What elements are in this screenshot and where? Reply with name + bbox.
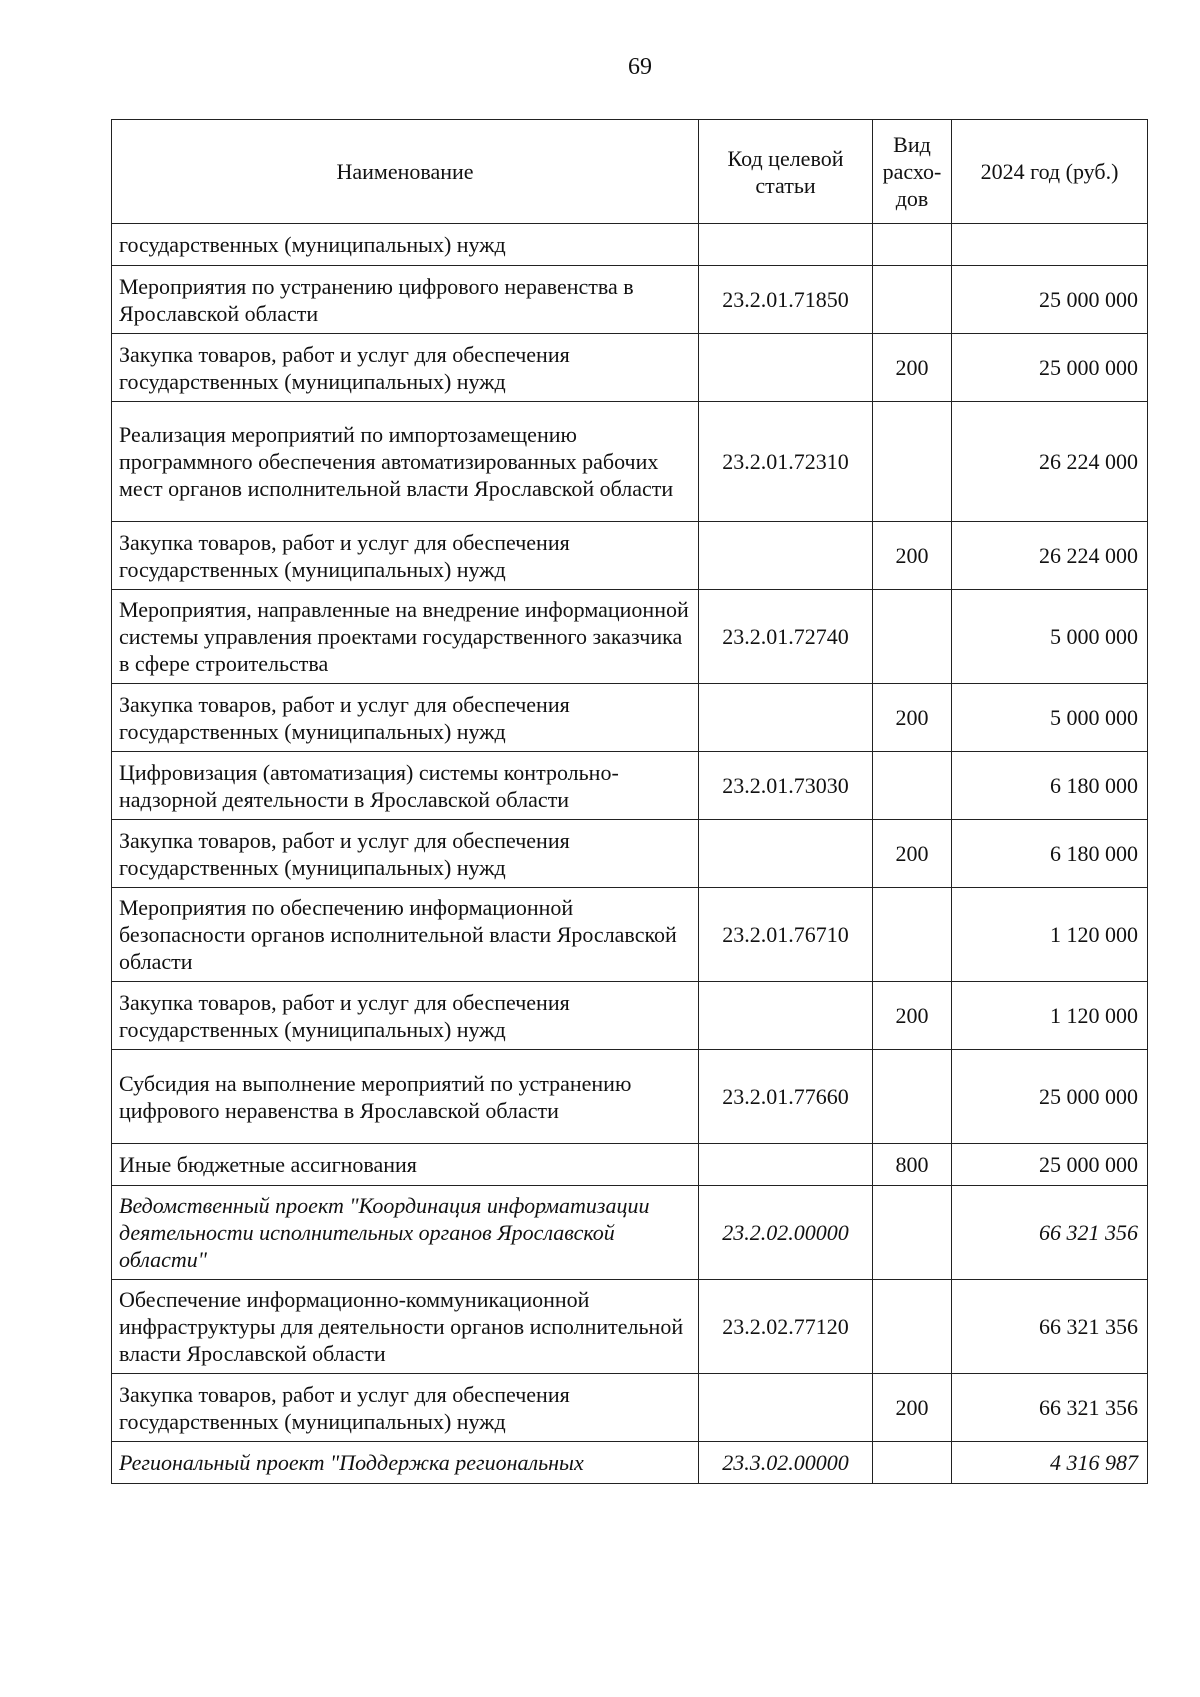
cell-code: 23.2.01.77660 [699,1050,873,1144]
cell-code [699,820,873,888]
cell-name: Закупка товаров, работ и услуг для обеспечения государственных (муниципальных) нужд [112,334,699,402]
cell-name: государственных (муниципальных) нужд [112,224,699,266]
table-row [112,1050,1148,1144]
cell-code [699,224,873,266]
cell-kind [873,752,952,820]
table-row [112,590,1148,684]
cell-sum: 5 000 000 [952,590,1148,684]
cell-sum: 26 224 000 [952,402,1148,522]
cell-kind: 200 [873,1374,952,1442]
cell-kind [873,266,952,334]
cell-code: 23.3.02.00000 [699,1442,873,1484]
cell-sum: 66 321 356 [952,1186,1148,1280]
header-name: Наименование [112,120,699,224]
cell-kind: 200 [873,522,952,590]
table-row [112,1280,1148,1374]
cell-kind [873,402,952,522]
table-row [112,820,1148,888]
cell-code: 23.2.01.73030 [699,752,873,820]
cell-kind: 200 [873,820,952,888]
cell-code: 23.2.02.00000 [699,1186,873,1280]
cell-name: Обеспечение информационно-коммуникационной инфраструктуры для деятельности органов исполнительной власти Ярославской области [112,1280,699,1374]
cell-sum: 25 000 000 [952,1144,1148,1186]
cell-sum: 25 000 000 [952,334,1148,402]
cell-kind: 200 [873,334,952,402]
cell-sum: 25 000 000 [952,266,1148,334]
cell-name: Ведомственный проект "Координация информатизации деятельности исполнительных органов Ярославской области" [112,1186,699,1280]
cell-code: 23.2.01.72310 [699,402,873,522]
cell-kind: 800 [873,1144,952,1186]
cell-sum: 26 224 000 [952,522,1148,590]
table-row [112,982,1148,1050]
header-sum: 2024 год (руб.) [952,120,1148,224]
cell-sum: 4 316 987 [952,1442,1148,1484]
cell-sum: 25 000 000 [952,1050,1148,1144]
cell-kind: 200 [873,684,952,752]
cell-code [699,1374,873,1442]
cell-sum: 5 000 000 [952,684,1148,752]
budget-table [111,119,1148,1484]
cell-kind [873,1442,952,1484]
cell-name: Закупка товаров, работ и услуг для обеспечения государственных (муниципальных) нужд [112,684,699,752]
table-row [112,888,1148,982]
table-row [112,684,1148,752]
cell-name: Мероприятия по устранению цифрового неравенства в Ярославской области [112,266,699,334]
header-kind: Вид расхо-дов [873,120,952,224]
cell-name: Цифровизация (автоматизация) системы контрольно-надзорной деятельности в Ярославской области [112,752,699,820]
cell-sum: 1 120 000 [952,888,1148,982]
cell-code [699,334,873,402]
table-header-row [112,120,1148,224]
cell-name: Реализация мероприятий по импортозамещению программного обеспечения автоматизированных рабочих мест органов исполнительной власти Ярославской области [112,402,699,522]
cell-code [699,522,873,590]
table-row [112,752,1148,820]
table-row [112,1442,1148,1484]
cell-code: 23.2.01.71850 [699,266,873,334]
cell-kind [873,590,952,684]
cell-sum [952,224,1148,266]
cell-name: Мероприятия, направленные на внедрение информационной системы управления проектами государственного заказчика в сфере строительства [112,590,699,684]
cell-kind [873,1050,952,1144]
cell-name: Закупка товаров, работ и услуг для обеспечения государственных (муниципальных) нужд [112,1374,699,1442]
cell-sum: 6 180 000 [952,820,1148,888]
cell-code [699,1144,873,1186]
table-row [112,1144,1148,1186]
table-body [112,224,1148,1484]
cell-name: Закупка товаров, работ и услуг для обеспечения государственных (муниципальных) нужд [112,982,699,1050]
cell-name: Закупка товаров, работ и услуг для обеспечения государственных (муниципальных) нужд [112,522,699,590]
cell-name: Иные бюджетные ассигнования [112,1144,699,1186]
cell-sum: 66 321 356 [952,1280,1148,1374]
cell-code: 23.2.01.76710 [699,888,873,982]
cell-kind [873,224,952,266]
cell-name: Мероприятия по обеспечению информационной безопасности органов исполнительной власти Ярославской области [112,888,699,982]
cell-kind [873,888,952,982]
page-number: 69 [628,54,652,80]
table-row [112,1186,1148,1280]
cell-kind [873,1186,952,1280]
cell-sum: 6 180 000 [952,752,1148,820]
cell-code: 23.2.02.77120 [699,1280,873,1374]
table-row [112,522,1148,590]
cell-name: Субсидия на выполнение мероприятий по устранению цифрового неравенства в Ярославской области [112,1050,699,1144]
cell-name: Закупка товаров, работ и услуг для обеспечения государственных (муниципальных) нужд [112,820,699,888]
cell-code: 23.2.01.72740 [699,590,873,684]
table-row [112,334,1148,402]
cell-name: Региональный проект "Поддержка региональных [112,1442,699,1484]
header-code: Код целевой статьи [699,120,873,224]
table-row [112,266,1148,334]
table-row [112,402,1148,522]
cell-kind: 200 [873,982,952,1050]
cell-sum: 66 321 356 [952,1374,1148,1442]
table-row [112,224,1148,266]
cell-sum: 1 120 000 [952,982,1148,1050]
cell-code [699,982,873,1050]
table-row [112,1374,1148,1442]
cell-code [699,684,873,752]
cell-kind [873,1280,952,1374]
